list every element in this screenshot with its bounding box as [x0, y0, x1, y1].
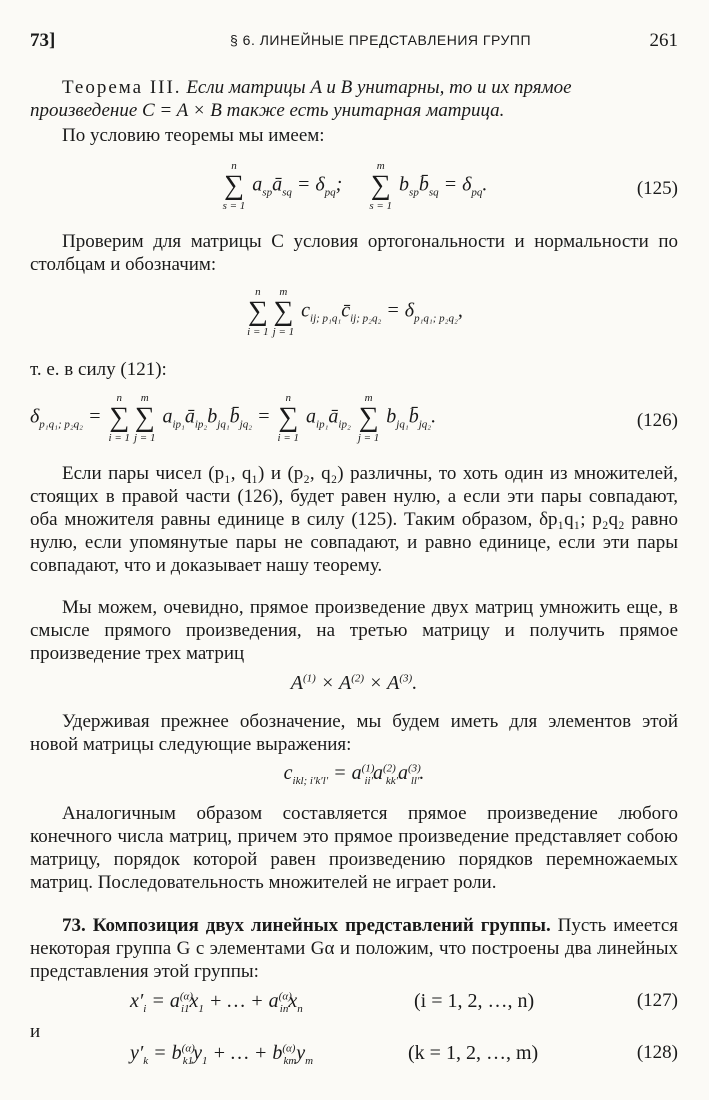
equation-number-128: (128): [636, 1042, 678, 1063]
running-title: § 6. ЛИНЕЙНЫЕ ПРЕДСТАВЛЕНИЯ ГРУПП: [230, 32, 532, 48]
equation-triple-product: $A^{(1)} \times A^{(2)} \times A^{(3)}$.: [290, 672, 418, 694]
equation-unitary-sum: n ∑ i = 1 m ∑ j = 1 $c_{ij; p_1q_1}c̄_{ij; p_2q_2} = \delta_{p_1q_1; p_2q_2}$,: [247, 286, 463, 338]
page-number: 261: [649, 30, 678, 51]
equation-triple-element: $c_{ikl; i'k'l'} = a^{(1)}_{ii'}a^{(2)}_{kk'}a^{(3)}_{ll'}$.: [283, 762, 425, 787]
te-paragraph: т. е. в силу (121):: [30, 359, 167, 380]
equation-number-127: (127): [636, 990, 678, 1011]
section-73-text: Пусть имеется некоторая группа G с элементами Gα и положим, что построены два линейных представления этой группы:: [30, 915, 679, 982]
theorem-label: Теорема III.: [62, 77, 182, 98]
section-number: 73]: [30, 30, 56, 51]
page-header: [30, 30, 678, 58]
equation-127: $x'_i = a^{(\alpha)}_{i1}x_1$ + … + $a^{(\alpha)}_{in}x_n$ (i = 1, 2, …, n) (127): [130, 990, 678, 1015]
section-73-heading: 73. Композиция двух линейных представлений группы.: [62, 915, 551, 936]
equation-126: $\delta_{p_1q_1; p_2q_2}$ = n ∑ i = 1 m ∑ j = 1 $a_{ip_1}ā_{ip_2}b_{jq_1}b̄_{jq_2}$ = n ∑ i = 1 $a_{ip_1}ā_{ip_2}$ m ∑ j = 1 $b_{jq_1}b̄_{jq_2}$. (126): [30, 392, 678, 444]
theorem-line2: произведение C = A × B также есть унитарная матрица.: [30, 100, 505, 121]
we-can-paragraph: Мы можем, очевидно, прямое произведение двух матриц умножить еще, в смысле прямого произведения, на третью матрицу и получить прямое произведение трех матриц: [30, 597, 678, 664]
equation-number-126: (126): [636, 410, 678, 431]
equation-128-range: (k = 1, 2, …, m): [408, 1042, 539, 1064]
equation-number-125: (125): [636, 178, 678, 199]
equation-127-range: (i = 1, 2, …, n): [414, 990, 535, 1012]
equation-125: n ∑ s = 1 $a_{sp}ā_{sq} = \delta_{pq}$; m ∑ s = 1 $b_{sp}b̄_{sq} = \delta_{pq}$. (125): [222, 160, 678, 212]
theorem-statement: [30, 76, 678, 122]
condition-paragraph: По условию теоремы мы имеем:: [62, 125, 325, 146]
section-73-paragraph: [30, 914, 678, 983]
equation-128: $y'_k = b^{(\alpha)}_{k1}y_1$ + … + $b^{(\alpha)}_{km}y_m$ (k = 1, 2, …, m) (128): [130, 1042, 678, 1067]
keeping-paragraph: Удерживая прежнее обозначение, мы будем иметь для элементов этой новой матрицы следующие выражения:: [30, 711, 678, 755]
conjunction-and: и: [30, 1021, 41, 1042]
if-pairs-paragraph: Если пары чисел (p₁, q₁) и (p₂, q₂) различны, то хоть один из множителей, стоящих в правой части (126), будет равен нулю, а если эти пары совпадают, оба множителя равны единице в силу (125). Таким образом, δp₁q₁; p₂q₂ равно нулю, если упомянутые пары не совпадают, и равно единице, если эти пары совпадают, что и доказывает нашу теорему.: [30, 463, 678, 576]
verify-paragraph: Проверим для матрицы C условия ортогональности и нормальности по столбцам и обозначим:: [30, 231, 678, 275]
similar-paragraph: Аналогичным образом составляется прямое произведение любого конечного числа матриц, причем это прямое произведение представляет собою матрицу, порядок которой равен произведению порядков перемножаемых матриц. Последовательность множителей не играет роли.: [30, 803, 678, 893]
theorem-line1: Если матрицы A и B унитарны, то и их прямое: [186, 77, 572, 98]
